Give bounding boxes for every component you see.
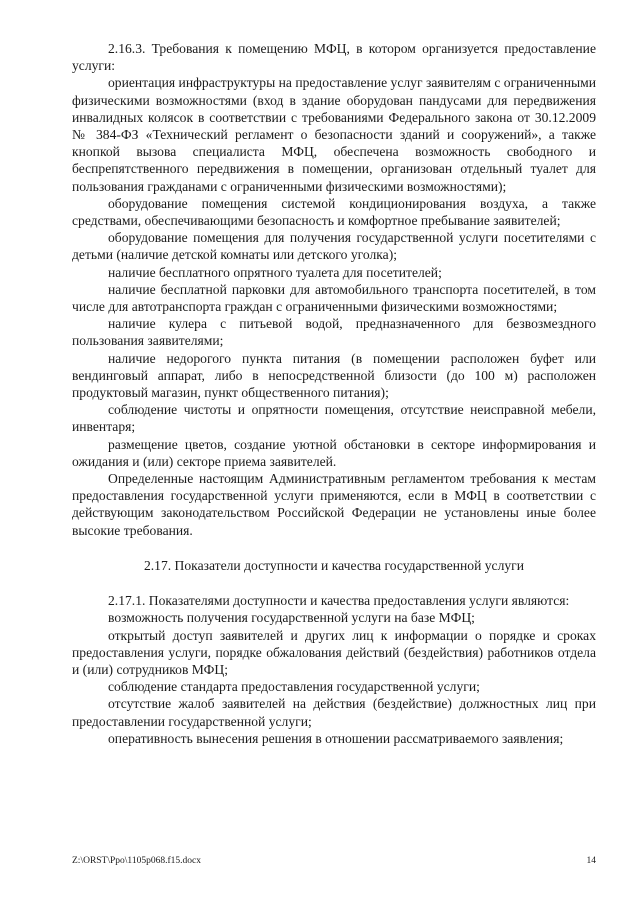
requirement-item: соблюдение чистоты и опрятности помещения, отсутствие неисправной мебели, инвентаря; (72, 402, 596, 435)
section-2-17-1-intro: 2.17.1. Показателями доступности и качества предоставления услуги являются: (108, 593, 570, 609)
requirement-item: наличие кулера с питьевой водой, предназначенного для безвозмездного пользования заявителями; (72, 316, 596, 349)
requirement-item: ориентация инфраструктуры на предоставление услуг заявителям с ограниченными физическими возможностями (вход в здание оборудован пандусами для передвижения инвалидных колясок в соответствии с требованиями Федерального закона от 30.12.2009 № 384-ФЗ «Технический регламент о безопасности зданий и сооружений», а также кнопкой вызова специалиста МФЦ, обеспечена возможность свободного и беспрепятственного передвижения в помещении, организован отдельный туалет для пользования гражданами с ограниченными физическими возможностями); (72, 75, 596, 194)
indicator-item: соблюдение стандарта предоставления государственной услуги; (108, 679, 480, 695)
requirement-note: Определенные настоящим Административным регламентом требования к местам предоставления государственной услуги применяются, если в МФЦ в соответствии с действующим законодательством Российской Федерации не установлены иные более высокие требования. (72, 471, 596, 538)
requirement-item: оборудование помещения системой кондиционирования воздуха, а также средствами, обеспечивающими безопасность и комфортное пребывание заявителей; (72, 195, 596, 229)
indicator-item: оперативность вынесения решения в отношении рассматриваемого заявления; (108, 730, 564, 746)
requirement-item: размещение цветов, создание уютной обстановки в секторе информирования и ожидания и (или) секторе приема заявителей. (72, 436, 596, 469)
requirement-item: наличие бесплатного опрятного туалета для посетителей; (108, 264, 442, 280)
indicator-item: отсутствие жалоб заявителей на действия (бездействие) должностных лиц при предоставлении государственной услуги; (72, 696, 596, 729)
indicator-item: открытый доступ заявителей и других лиц к информации о порядке и сроках предоставления услуги, порядке обжалования действий (бездействия) работников отдела и (или) сотрудников МФЦ; (72, 627, 596, 677)
requirement-item: наличие недорогого пункта питания (в помещении расположен буфет или вендинговый аппарат, либо в непосредственной близости (до 100 м) расположен продуктовый магазин, пункт общественного питания); (72, 350, 596, 401)
document-page (72, 40, 596, 747)
section-2-17-1 (72, 592, 596, 747)
requirement-item: оборудование помещения для получения государственной услуги посетителями с детьми (наличие детской комнаты или детского уголка); (72, 230, 596, 263)
page-number: 14 (586, 856, 596, 866)
file-path: Z:\ORST\Ppo\1105p068.f15.docx (72, 856, 201, 866)
requirement-item: наличие бесплатной парковки для автомобильного транспорта посетителей, в том числе для автотранспорта граждан с ограниченными физическими возможностями; (72, 281, 596, 315)
section-2-16-3 (72, 40, 596, 539)
section-2-16-3-intro: 2.16.3. Требования к помещению МФЦ, в котором организуется предоставление услуги: (72, 41, 596, 74)
indicator-item: возможность получения государственной услуги на базе МФЦ; (108, 610, 475, 626)
section-2-17-heading: 2.17. Показатели доступности и качества государственной услуги (143, 557, 525, 573)
